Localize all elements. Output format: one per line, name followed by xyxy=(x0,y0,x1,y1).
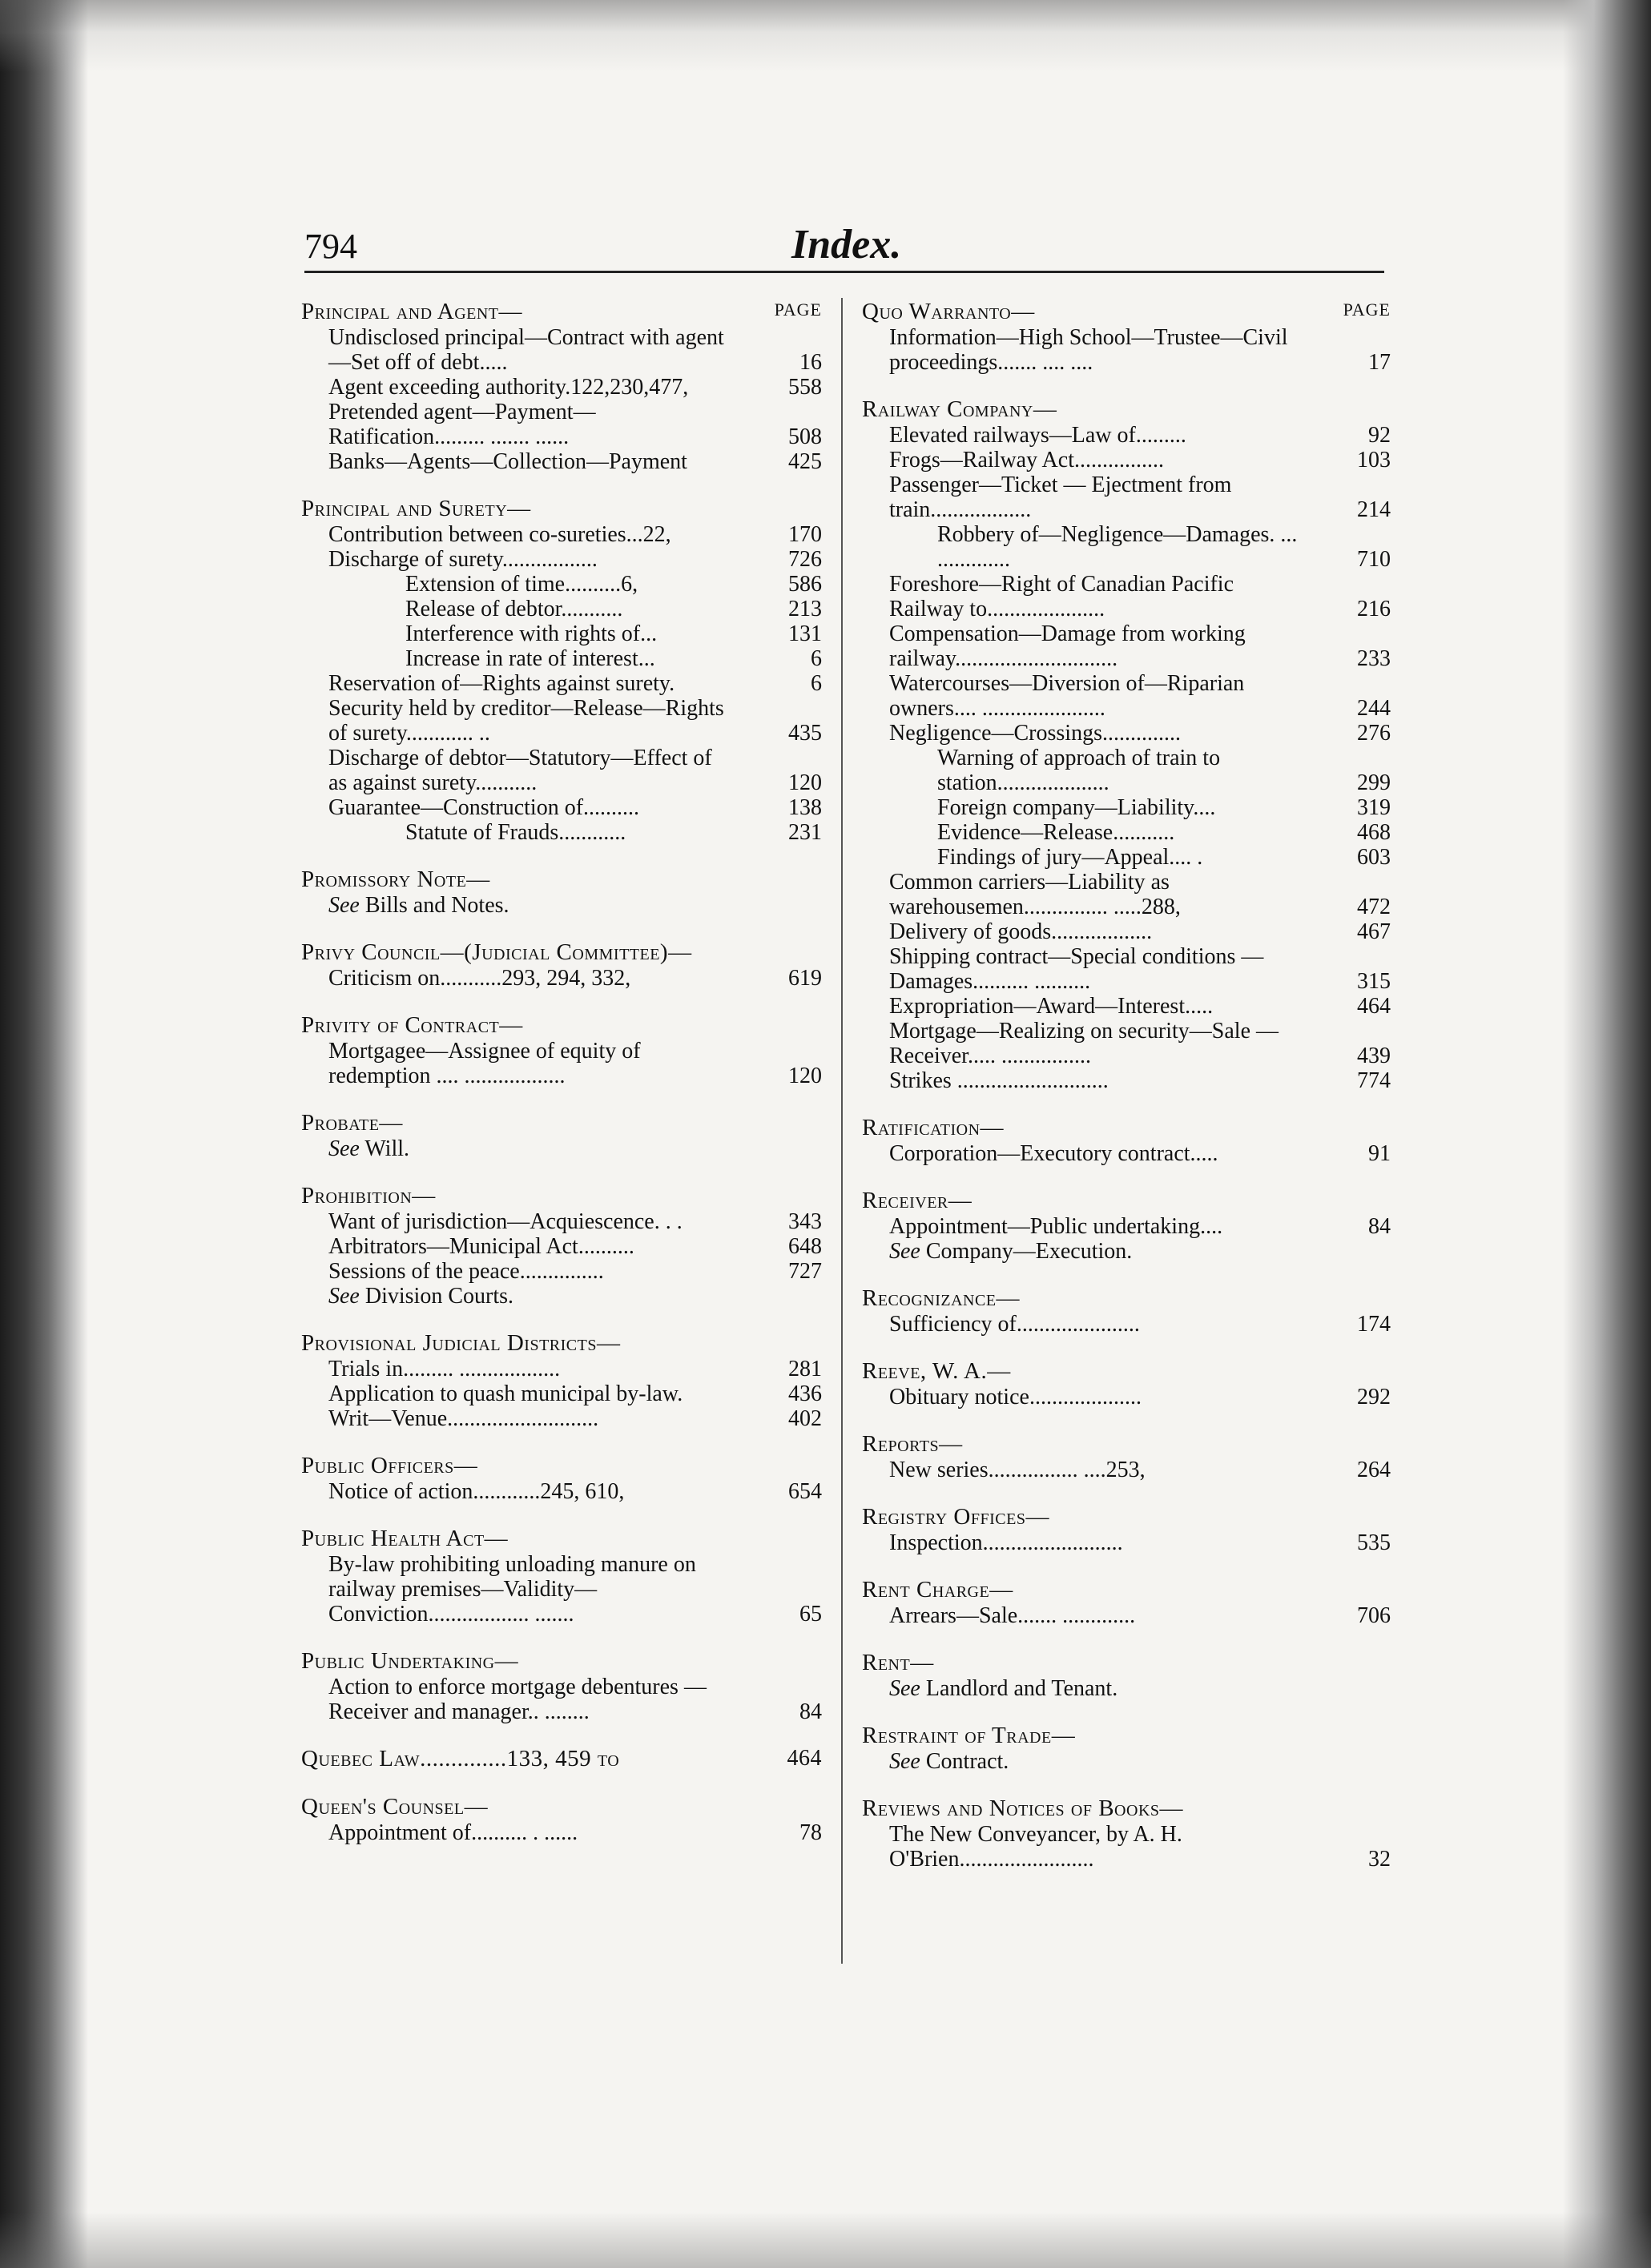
entry-page-number: 774 xyxy=(1357,1068,1391,1093)
entry-text: Strikes ........................... xyxy=(889,1068,1109,1093)
index-entry xyxy=(862,944,1391,994)
entry-text: Foreign company—Liability.... xyxy=(937,795,1216,820)
index-entry xyxy=(862,1603,1391,1628)
section-heading: Promissory Note— xyxy=(301,867,490,892)
index-section xyxy=(301,866,822,918)
index-entry xyxy=(862,671,1391,721)
index-entry xyxy=(301,671,822,696)
entry-page-number: 17 xyxy=(1368,350,1391,375)
index-section xyxy=(301,1011,822,1088)
entry-text: Reservation of—Rights against surety. xyxy=(328,671,675,696)
index-entry xyxy=(862,994,1391,1019)
index-entry xyxy=(862,522,1391,572)
index-entry xyxy=(301,1820,822,1845)
index-entry xyxy=(862,1068,1391,1093)
entry-text: Warning of approach of train to station.................... xyxy=(937,746,1221,795)
entry-text: Pretended agent—Payment—Ratification......... ....... ...... xyxy=(328,400,596,449)
index-entry xyxy=(862,472,1391,522)
index-entry xyxy=(301,621,822,646)
entry-page-number: 131 xyxy=(788,621,822,646)
entry-page-number: 214 xyxy=(1357,497,1391,522)
entry-text: Banks—Agents—Collection—Payment xyxy=(328,449,687,474)
index-entry xyxy=(301,820,822,845)
entry-page-number: 65 xyxy=(799,1602,822,1627)
entry-page-number: 508 xyxy=(788,424,822,449)
entry-page-number: 92 xyxy=(1368,423,1391,448)
entry-text: Action to enforce mortgage debentures —Receiver and manager.. ........ xyxy=(328,1675,707,1724)
cross-reference-text xyxy=(328,1136,822,1161)
entry-page-number: 216 xyxy=(1357,597,1391,621)
entry-text: Increase in rate of interest... xyxy=(405,646,655,671)
header-rule xyxy=(304,271,1384,273)
entry-text: Elevated railways—Law of......... xyxy=(889,423,1186,448)
entry-text: By-law prohibiting unloading manure on railway premises—Validity—Conviction.................. ....... xyxy=(328,1552,696,1627)
entry-text: Negligence—Crossings.............. xyxy=(889,721,1181,746)
index-entry xyxy=(301,1039,822,1088)
page-header xyxy=(304,222,1384,267)
entry-text: Sufficiency of...................... xyxy=(889,1312,1140,1337)
entry-page-number: 436 xyxy=(788,1381,822,1406)
index-entry xyxy=(862,746,1391,795)
entry-text: New series................ ....253, xyxy=(889,1458,1146,1482)
see-label: See xyxy=(328,893,360,918)
index-entry xyxy=(301,1675,822,1724)
index-entry xyxy=(301,572,822,597)
entry-page-number: 535 xyxy=(1357,1530,1391,1555)
index-section xyxy=(862,1576,1391,1628)
entry-text: Security held by creditor—Release—Rights of surety............ .. xyxy=(328,696,724,746)
entry-page-number: 468 xyxy=(1357,820,1391,845)
index-section xyxy=(862,1357,1391,1409)
entry-text: Mortgagee—Assignee of equity of redemption .... .................. xyxy=(328,1039,641,1088)
cross-reference xyxy=(862,1749,1391,1774)
entry-page-number: 84 xyxy=(799,1699,822,1724)
index-section xyxy=(862,1430,1391,1482)
index-entry xyxy=(301,966,822,991)
entry-text: Appointment of.......... . ...... xyxy=(328,1820,578,1845)
index-section xyxy=(862,1795,1391,1872)
entry-text: Criticism on...........293, 294, 332, xyxy=(328,966,631,991)
index-entry xyxy=(301,547,822,572)
page-number: 794 xyxy=(304,227,357,266)
entry-page-number: 84 xyxy=(1368,1214,1391,1239)
entry-text: Corporation—Executory contract..... xyxy=(889,1141,1218,1166)
index-entry xyxy=(862,1385,1391,1409)
index-entry xyxy=(301,646,822,671)
entry-text: Passenger—Ticket — Ejectment from train.................. xyxy=(889,472,1232,522)
index-section xyxy=(301,298,822,474)
index-entry xyxy=(862,919,1391,944)
index-entry xyxy=(301,696,822,746)
heading-page-number: 464 xyxy=(787,1746,822,1771)
index-section xyxy=(301,1745,822,1772)
entry-text: Application to quash municipal by-law. xyxy=(328,1381,683,1406)
index-section xyxy=(301,1647,822,1724)
section-heading: Registry Offices— xyxy=(862,1504,1049,1530)
cross-reference-text xyxy=(889,1239,1391,1264)
see-label: See xyxy=(889,1239,920,1264)
entry-page-number: 170 xyxy=(788,522,822,547)
section-heading: Ratification— xyxy=(862,1115,1005,1140)
entry-text: Obituary notice.................... xyxy=(889,1385,1142,1409)
index-entry xyxy=(301,325,822,375)
entry-page-number: 648 xyxy=(788,1234,822,1259)
see-label: See xyxy=(889,1676,920,1701)
section-heading xyxy=(301,1745,822,1772)
entry-text: Notice of action............245, 610, xyxy=(328,1479,625,1504)
page-column-label: PAGE xyxy=(774,300,822,320)
index-section xyxy=(301,495,822,845)
index-entry xyxy=(862,721,1391,746)
cross-reference-text xyxy=(328,1284,822,1309)
entry-page-number: 435 xyxy=(788,721,822,746)
entry-text: Want of jurisdiction—Acquiescence. . . xyxy=(328,1209,683,1234)
entry-text: Guarantee—Construction of.......... xyxy=(328,795,640,820)
section-heading: Public Undertaking— xyxy=(301,1648,519,1674)
index-entry xyxy=(301,1259,822,1284)
entry-text: The New Conveyancer, by A. H. O'Brien........................ xyxy=(889,1822,1182,1872)
entry-page-number: 586 xyxy=(788,572,822,597)
entry-page-number: 467 xyxy=(1357,919,1391,944)
index-entry xyxy=(862,1312,1391,1337)
entry-text: Shipping contract—Special conditions —Damages.......... .......... xyxy=(889,944,1264,994)
section-heading: Railway Company— xyxy=(862,396,1057,422)
cross-reference-text xyxy=(328,893,822,918)
index-section xyxy=(862,1285,1391,1337)
section-heading: Prohibition— xyxy=(301,1183,436,1208)
index-entry xyxy=(862,621,1391,671)
entry-page-number: 233 xyxy=(1357,646,1391,671)
entry-text: Foreshore—Right of Canadian Pacific Railway to..................... xyxy=(889,572,1234,621)
index-entry xyxy=(862,1141,1391,1166)
index-entry xyxy=(301,522,822,547)
index-entry xyxy=(301,1479,822,1504)
cross-reference-target: Will. xyxy=(364,1136,410,1161)
entry-page-number: 425 xyxy=(788,449,822,474)
entry-page-number: 244 xyxy=(1357,696,1391,721)
entry-text: Watercourses—Diversion of—Riparian owners.... ...................... xyxy=(889,671,1245,721)
index-entry xyxy=(301,1357,822,1381)
cross-reference xyxy=(301,893,822,918)
cross-reference-text xyxy=(889,1749,1391,1774)
index-entry xyxy=(862,1822,1391,1872)
section-heading: Probate— xyxy=(301,1110,403,1136)
index-entry xyxy=(862,1530,1391,1555)
entry-text: Robbery of—Negligence—Damages. ... ............. xyxy=(937,522,1298,572)
section-heading: Principal and Agent— xyxy=(301,299,523,324)
entry-page-number: 281 xyxy=(788,1357,822,1381)
index-section xyxy=(301,1182,822,1309)
cross-reference xyxy=(862,1676,1391,1701)
index-entry xyxy=(862,1214,1391,1239)
entry-page-number: 402 xyxy=(788,1406,822,1431)
cross-reference xyxy=(301,1136,822,1161)
entry-page-number: 91 xyxy=(1368,1141,1391,1166)
entry-text: Contribution between co-sureties...22, xyxy=(328,522,671,547)
cross-reference-target: Bills and Notes. xyxy=(364,893,509,918)
entry-text: Appointment—Public undertaking.... xyxy=(889,1214,1223,1239)
entry-text: Arbitrators—Municipal Act.......... xyxy=(328,1234,634,1259)
entry-page-number: 472 xyxy=(1357,895,1391,919)
index-section xyxy=(862,1114,1391,1166)
entry-page-number: 603 xyxy=(1357,845,1391,870)
see-label: See xyxy=(328,1136,360,1161)
entry-text: Delivery of goods.................. xyxy=(889,919,1153,944)
index-entry xyxy=(301,1209,822,1234)
entry-page-number: 174 xyxy=(1357,1312,1391,1337)
index-section xyxy=(862,1503,1391,1555)
cross-reference-text xyxy=(889,1676,1391,1701)
index-entry xyxy=(301,1381,822,1406)
entry-page-number: 299 xyxy=(1357,770,1391,795)
entry-page-number: 619 xyxy=(788,966,822,991)
entry-text: Extension of time..........6, xyxy=(405,572,638,597)
section-heading: Receiver— xyxy=(862,1188,972,1213)
entry-text: Discharge of debtor—Statutory—Effect of as against surety........... xyxy=(328,746,712,795)
index-entry xyxy=(862,845,1391,870)
entry-text: Inspection......................... xyxy=(889,1530,1123,1555)
section-heading: Rent— xyxy=(862,1650,934,1675)
entry-page-number: 6 xyxy=(811,671,822,696)
entry-page-number: 710 xyxy=(1357,547,1391,572)
entry-text: Evidence—Release........... xyxy=(937,820,1175,845)
section-heading: Privity of Contract— xyxy=(301,1012,523,1038)
index-entry xyxy=(862,572,1391,621)
section-heading: Queen's Counsel— xyxy=(301,1794,489,1820)
index-entry xyxy=(862,423,1391,448)
column-divider xyxy=(841,298,843,1964)
entry-page-number: 276 xyxy=(1357,721,1391,746)
entry-text: Common carriers—Liability as warehousemen............... .....288, xyxy=(889,870,1181,919)
index-entry xyxy=(301,597,822,621)
cross-reference-target: Contract. xyxy=(925,1749,1009,1774)
entry-text: Findings of jury—Appeal.... . xyxy=(937,845,1203,870)
entry-page-number: 264 xyxy=(1357,1458,1391,1482)
cross-reference-target: Division Courts. xyxy=(364,1284,513,1309)
entry-page-number: 439 xyxy=(1357,1044,1391,1068)
entry-page-number: 32 xyxy=(1368,1847,1391,1872)
section-heading: Privy Council—(Judicial Committee)— xyxy=(301,939,692,965)
entry-page-number: 138 xyxy=(788,795,822,820)
section-heading: Reeve, W. A.— xyxy=(862,1358,1011,1384)
entry-page-number: 654 xyxy=(788,1479,822,1504)
entry-text: Sessions of the peace............... xyxy=(328,1259,604,1284)
entry-page-number: 231 xyxy=(788,820,822,845)
index-entry xyxy=(862,795,1391,820)
section-heading: Recognizance— xyxy=(862,1285,1021,1311)
entry-text: Information—High School—Trustee—Civil proceedings....... .... .... xyxy=(889,325,1288,375)
cross-reference xyxy=(301,1284,822,1309)
entry-text: Release of debtor........... xyxy=(405,597,623,621)
index-section xyxy=(862,1649,1391,1701)
entry-text: Statute of Frauds............ xyxy=(405,820,626,845)
section-heading: Quo Warranto— xyxy=(862,299,1035,324)
entry-page-number: 727 xyxy=(788,1259,822,1284)
entry-text: Arrears—Sale....... ............. xyxy=(889,1603,1136,1628)
entry-page-number: 292 xyxy=(1357,1385,1391,1409)
right-column xyxy=(862,298,1391,1892)
index-section xyxy=(301,939,822,991)
index-entry xyxy=(301,400,822,449)
entry-page-number: 213 xyxy=(788,597,822,621)
entry-page-number: 6 xyxy=(811,646,822,671)
index-section xyxy=(301,1452,822,1504)
index-entry xyxy=(301,1552,822,1627)
index-section xyxy=(862,1722,1391,1774)
section-heading: Public Officers— xyxy=(301,1453,478,1478)
index-section xyxy=(862,298,1391,375)
cross-reference-target: Landlord and Tenant. xyxy=(925,1676,1118,1701)
index-section xyxy=(301,1329,822,1431)
index-section xyxy=(862,396,1391,1093)
entry-text: Writ—Venue........................... xyxy=(328,1406,599,1431)
index-entry xyxy=(301,1234,822,1259)
scan-bottom-edge xyxy=(0,2212,1651,2268)
entry-text: Discharge of surety................. xyxy=(328,547,598,572)
entry-page-number: 464 xyxy=(1357,994,1391,1019)
index-section xyxy=(301,1793,822,1845)
index-entry xyxy=(301,375,822,400)
index-section xyxy=(301,1525,822,1627)
entry-text: Expropriation—Award—Interest..... xyxy=(889,994,1214,1019)
index-entry xyxy=(862,820,1391,845)
section-heading: Public Health Act— xyxy=(301,1526,509,1551)
entry-page-number: 78 xyxy=(799,1820,822,1845)
entry-text: Undisclosed principal—Contract with agent—Set off of debt..... xyxy=(328,325,724,375)
entry-page-number: 726 xyxy=(788,547,822,572)
entry-text: Trials in......... .................. xyxy=(328,1357,561,1381)
running-title: Index. xyxy=(791,222,902,267)
scan-left-edge xyxy=(0,0,88,2268)
index-section xyxy=(862,1187,1391,1264)
entry-page-number: 558 xyxy=(788,375,822,400)
section-heading: Rent Charge— xyxy=(862,1577,1013,1602)
see-label: See xyxy=(889,1749,920,1774)
page-column-label: PAGE xyxy=(1343,300,1391,320)
section-heading: Principal and Surety— xyxy=(301,496,531,521)
entry-page-number: 120 xyxy=(788,770,822,795)
section-heading: Reviews and Notices of Books— xyxy=(862,1796,1184,1821)
left-column xyxy=(301,298,822,1866)
entry-page-number: 120 xyxy=(788,1064,822,1088)
entry-text: Interference with rights of... xyxy=(405,621,658,646)
index-entry xyxy=(862,1458,1391,1482)
entry-text: Compensation—Damage from working railway............................. xyxy=(889,621,1246,671)
section-heading: Restraint of Trade— xyxy=(862,1723,1076,1748)
entry-page-number: 315 xyxy=(1357,969,1391,994)
index-entry xyxy=(862,448,1391,472)
entry-page-number: 706 xyxy=(1357,1603,1391,1628)
scan-right-edge xyxy=(1563,0,1651,2268)
heading-text: Quebec Law..............133, 459 to xyxy=(301,1746,620,1771)
index-entry xyxy=(862,325,1391,375)
index-entry xyxy=(301,746,822,795)
index-entry xyxy=(862,870,1391,919)
cross-reference xyxy=(862,1239,1391,1264)
entry-page-number: 343 xyxy=(788,1209,822,1234)
index-entry xyxy=(301,795,822,820)
entry-text: Agent exceeding authority.122,230,477, xyxy=(328,375,689,400)
see-label: See xyxy=(328,1284,360,1309)
scan-top-edge xyxy=(0,0,1651,72)
section-heading: Provisional Judicial Districts— xyxy=(301,1330,621,1356)
entry-page-number: 103 xyxy=(1357,448,1391,472)
index-entry xyxy=(301,449,822,474)
section-heading: Reports— xyxy=(862,1431,963,1457)
entry-page-number: 16 xyxy=(799,350,822,375)
index-entry xyxy=(862,1019,1391,1068)
index-section xyxy=(301,1109,822,1161)
index-entry xyxy=(301,1406,822,1431)
entry-page-number: 319 xyxy=(1357,795,1391,820)
cross-reference-target: Company—Execution. xyxy=(925,1239,1133,1264)
entry-text: Frogs—Railway Act................ xyxy=(889,448,1164,472)
entry-text: Mortgage—Realizing on security—Sale —Receiver..... ................ xyxy=(889,1019,1279,1068)
